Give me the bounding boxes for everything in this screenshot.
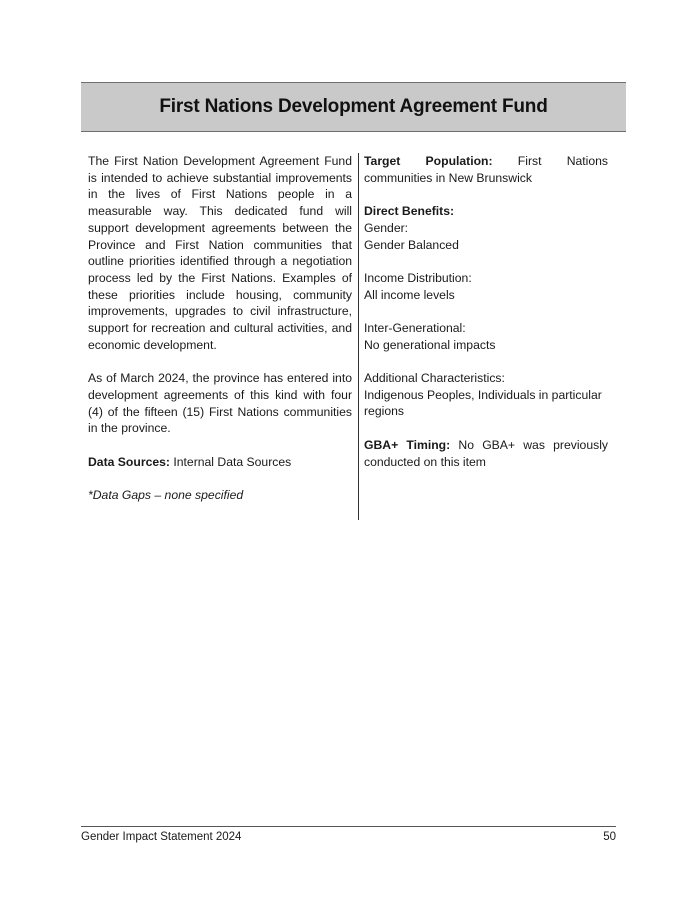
footer-document-title: Gender Impact Statement 2024 xyxy=(81,831,242,843)
gba-timing xyxy=(364,437,608,470)
target-population-label: Target Population: xyxy=(364,154,493,168)
column-divider xyxy=(358,153,359,520)
data-sources-value: Internal Data Sources xyxy=(173,454,292,469)
data-gaps-note: *Data Gaps – none specified xyxy=(88,488,244,503)
gba-timing-label: GBA+ Timing: xyxy=(364,437,451,452)
data-sources-label: Data Sources: xyxy=(88,454,170,469)
inter-generational xyxy=(364,320,608,353)
direct-benefits xyxy=(364,203,608,253)
page-footer xyxy=(81,826,616,843)
target-population xyxy=(364,153,608,186)
income-label: Income Distribution: xyxy=(364,270,472,285)
title-banner xyxy=(81,82,626,132)
intergen-label: Inter-Generational: xyxy=(364,320,466,335)
income-value: All income levels xyxy=(364,287,455,302)
right-column xyxy=(364,153,608,487)
gender-label: Gender: xyxy=(364,220,409,235)
additional-label: Additional Characteristics: xyxy=(364,371,505,386)
intergen-value: No generational impacts xyxy=(364,337,496,352)
gender-value: Gender Balanced xyxy=(364,237,459,252)
gba-timing-value: No GBA+ was previously conducted on this item xyxy=(364,437,608,469)
data-sources xyxy=(88,454,352,471)
additional-value: Indigenous Peoples, Individuals in particular regions xyxy=(364,387,602,419)
page-title: First Nations Development Agreement Fund xyxy=(159,96,548,117)
target-population-value: First Nations communities in New Brunswick xyxy=(364,154,609,185)
description-paragraph: The First Nation Development Agreement Fund is intended to achieve substantial improvements in the lives of First Nations people in a measurable way. This dedicated fund will support development agreements between the Province and First Nation communities that outline priorities identified through a negotiation process led by the First Nations. Examples of these priorities include housing, community improvements, upgrades to civil infrastructure, support for recreation and cultural activities, and economic development. xyxy=(88,154,352,352)
left-column xyxy=(88,153,352,520)
additional-characteristics xyxy=(364,370,608,420)
direct-benefits-label: Direct Benefits: xyxy=(364,204,455,219)
income-distribution xyxy=(364,270,608,303)
agreements-paragraph: As of March 2024, the province has entered into development agreements of this kind with four (4) of the fifteen (15) First Nations communities in the province. xyxy=(88,371,352,436)
content-area xyxy=(88,153,608,520)
page-number: 50 xyxy=(603,831,616,843)
